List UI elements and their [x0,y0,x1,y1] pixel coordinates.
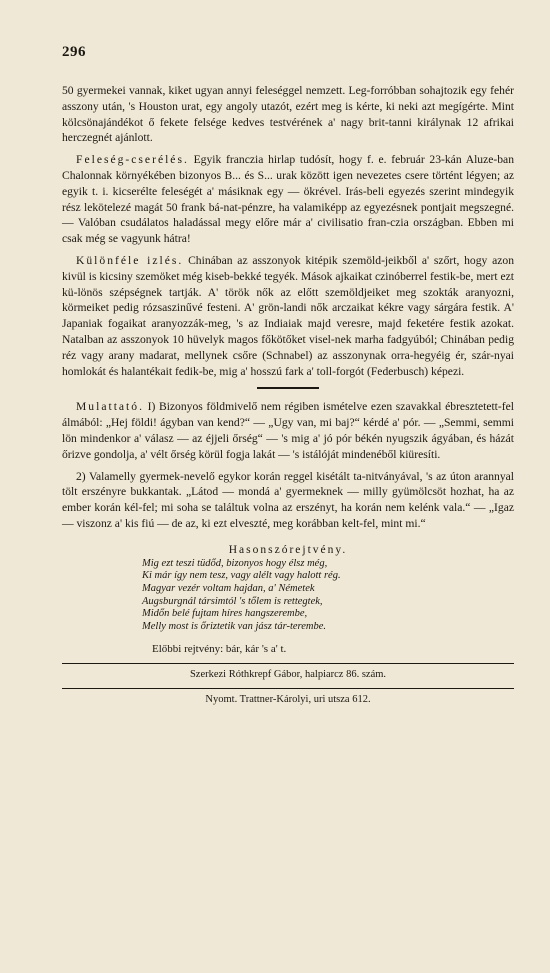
document-page [62,44,514,705]
puzzle-line: Midőn belé fujtam híres hangszerembe, [142,608,308,620]
paragraph-feleseg [62,152,514,247]
heading-mulattato: Mulattató. [76,400,144,414]
puzzle-line: Augsburgnál társimtól 's tőlem is rettegtek, [142,595,323,607]
text-feleseg: Egyik franczia hirlap tudósít, hogy f. e. február 23-kán Aluze-ban Chalonnak környékében bizonyos B... és S... urak között igen nevezetes csere történt légyen; az egyik t. i. kicserélte feleségét a' másiknak egy — ökrével. Irás-beli egyezés szerint mindegyik rész lekötelezé magát 50 frank bá-nat-pénzre, ha valamiképp az egyezésnek pontjait megszegné. — Valóban csudálatos haladással megy előre már a' civilisatio fran-czia országban. Ebben mi csak még se vagyunk hátra! [62,153,514,246]
printer-line: Nyomt. Trattner-Károlyi, uri utsza 612. [205,694,371,706]
section-divider [257,387,319,389]
footer-divider-2 [62,688,514,689]
previous-puzzle-solution: Előbbi rejtvény: bár, kár 's a' t. [152,643,287,656]
puzzle-section [62,544,514,656]
text-mulattato-1: I) Bizonyos földmivelő nem régiben ismételve ezen szavakkal ébresztetett-fel álmából: „Hej földi! ágyban van kend?“ — „Ugy van, mi baj?“ kérdé a' pór. — „Semmi, semmi lön mindenkor a' válasz — az éjjeli őrség“ — 's mig a' jó pór békén nyugszik ágyában, és házát őrizve gondolja, a' vélt őrség körül fogja lakát — 's istálóját mindenéből kiüresíti. [62,400,514,461]
footer-divider [62,663,514,664]
heading-kulonfele: Különféle izlés. [76,253,184,267]
paragraph-mulattato-2: 2) Valamelly gyermek-nevelő egykor korán reggel kisétált ta-nitványával, 's az úton arannyal tölt erszényre bukkantak. „Látod — mondá a' gyermeknek — milly gyümölcsöt hozhat, ha az ember korán kél-fel; mi soha se találtuk volna az erszényt, ha korán nem kelénk vala.“ — „Igaz — viszonz a' kis fiú — de az, ki ezt elveszté, meg korábban kelt-fel, mint mi.“ [62,469,514,530]
puzzle-line: Mig ezt teszi tüdőd, bizonyos hogy élsz még, [142,557,328,569]
page-number: 296 [62,44,86,60]
text-kulonfele: Chinában az asszonyok kitépik szemöld-jeikből a' szőrt, hogy azon kivül is kicsiny szemöket még kiseb-bekké tegyék. Mások ajkaikat czinóberrel festik-be, mert ezt kü-lönös szépségnek tartják. A' török nők az előtt szemöldjeiket meg szokták aranyozni, körmeiket pedig rózsaszinűvé festeni. A' grön-landi nők arczaikat kékre vagy sárgára festik. A' Japaniak fogaikat aranyozzák-meg, 's az Indiaiak majd veresre, majd feketére festik azokat. Natalban az asszonyok 10 hüvelyk magos főkötőket visel-nek marha fadgyúból; Chinában pedig réz vagy arany madarat, mellynek csőre (Schnabel) az asszonynak orra-hegyéig ér, szár-nyai homlokát és halantékait fedik-be, mig a' hosszú fark a' toll-forgót (Federbusch) képezi. [62,253,515,378]
paragraph-kulonfele [62,253,514,379]
paragraph-intro: 50 gyermekei vannak, kiket ugyan annyi feleséggel nemzett. Leg-forróbban sohajtozik egy fehér asszony után, 's Houston urat, egy angoly utazót, ezért meg is kérte, ki neki azt megígérte. Mint kölcsönajándékot ő fekete felsége kedves testvérének a' nagy brit-tanni királynak 12 afrikai herczegnét ajánlott. [62,84,514,145]
puzzle-title: Hasonszórejtvény. [228,543,348,556]
puzzle-line: Melly most is őriztetik van jász tár-terembe. [142,620,326,632]
paragraph-mulattato-1 [62,399,514,462]
puzzle-line: Ki már így nem tesz, vagy alélt vagy halott rég. [142,570,341,582]
puzzle-line: Magyar vezér voltam hajdan, a' Németek [142,582,315,594]
editor-line: Szerkezi Róthkrepf Gábor, halpiarcz 86. szám. [189,669,387,681]
heading-feleseg: Feleség-cserélés. [76,153,189,167]
